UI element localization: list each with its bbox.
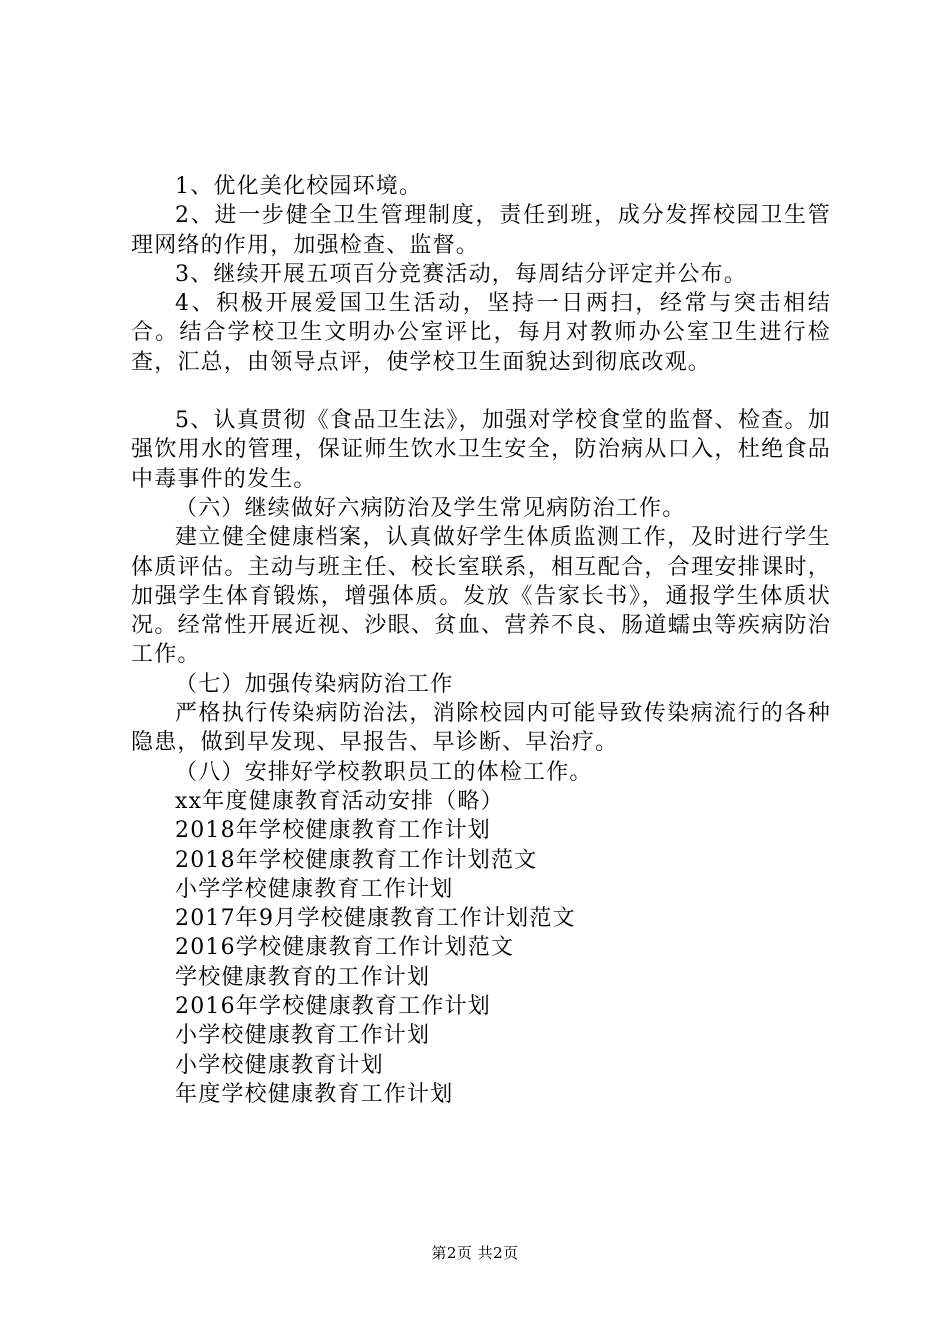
related-title-7: 学校健康教育的工作计划 [175, 964, 431, 990]
related-title-3: 2018年学校健康教育工作计划范文 [175, 847, 538, 873]
related-title-1: xx年度健康教育活动安排（略） [175, 788, 504, 814]
paragraph-item-5: 5、认真贯彻《食品卫生法》，加强对学校食堂的监督、检查。加强饮用水的管理，保证师生饮水卫生安全，防治病从口入，杜绝食品中毒事件的发生。 [131, 408, 831, 492]
related-title-8: 2016年学校健康教育工作计划 [175, 994, 491, 1020]
paragraph-item-3: 3、继续开展五项百分竞赛活动，每周结分评定并公布。 [175, 261, 747, 287]
related-title-2: 2018年学校健康教育工作计划 [175, 818, 491, 844]
section-heading-6: （六）继续做好六病防治及学生常见病防治工作。 [175, 495, 686, 521]
related-title-6: 2016学校健康教育工作计划范文 [175, 935, 515, 961]
related-title-11: 年度学校健康教育工作计划 [175, 1081, 454, 1107]
related-title-4: 小学学校健康教育工作计划 [175, 876, 454, 902]
paragraph-item-2: 2、进一步健全卫生管理制度，责任到班，成分发挥校园卫生管理网络的作用，加强检查、监督。 [131, 203, 831, 258]
related-title-5: 2017年9月学校健康教育工作计划范文 [175, 906, 576, 932]
section-heading-7: （七）加强传染病防治工作 [175, 671, 454, 697]
page-number-footer: 第2页 共2页 [431, 1244, 519, 1262]
document-body [131, 172, 831, 1109]
paragraph-item-4: 4、积极开展爱国卫生活动，坚持一日两扫，经常与突击相结合。结合学校卫生文明办公室评比，每月对教师办公室卫生进行检查，汇总，由领导点评，使学校卫生面貌达到彻底改观。 [131, 291, 831, 375]
paragraph-infectious-disease: 严格执行传染病防治法，消除校园内可能导致传染病流行的各种隐患，做到早发现、早报告、早诊断、早治疗。 [131, 701, 831, 756]
section-heading-8: （八）安排好学校教职员工的体检工作。 [175, 759, 593, 785]
paragraph-health-records: 建立健全健康档案，认真做好学生体质监测工作，及时进行学生体质评估。主动与班主任、校长室联系，相互配合，合理安排课时，加强学生体育锻炼，增强体质。发放《告家长书》，通报学生体质状况。经常性开展近视、沙眼、贫血、营养不良、肠道蠕虫等疾病防治工作。 [131, 525, 831, 668]
related-title-10: 小学校健康教育计划 [175, 1052, 384, 1078]
paragraph-item-1: 1、优化美化校园环境。 [175, 174, 423, 199]
related-title-9: 小学校健康教育工作计划 [175, 1023, 431, 1049]
